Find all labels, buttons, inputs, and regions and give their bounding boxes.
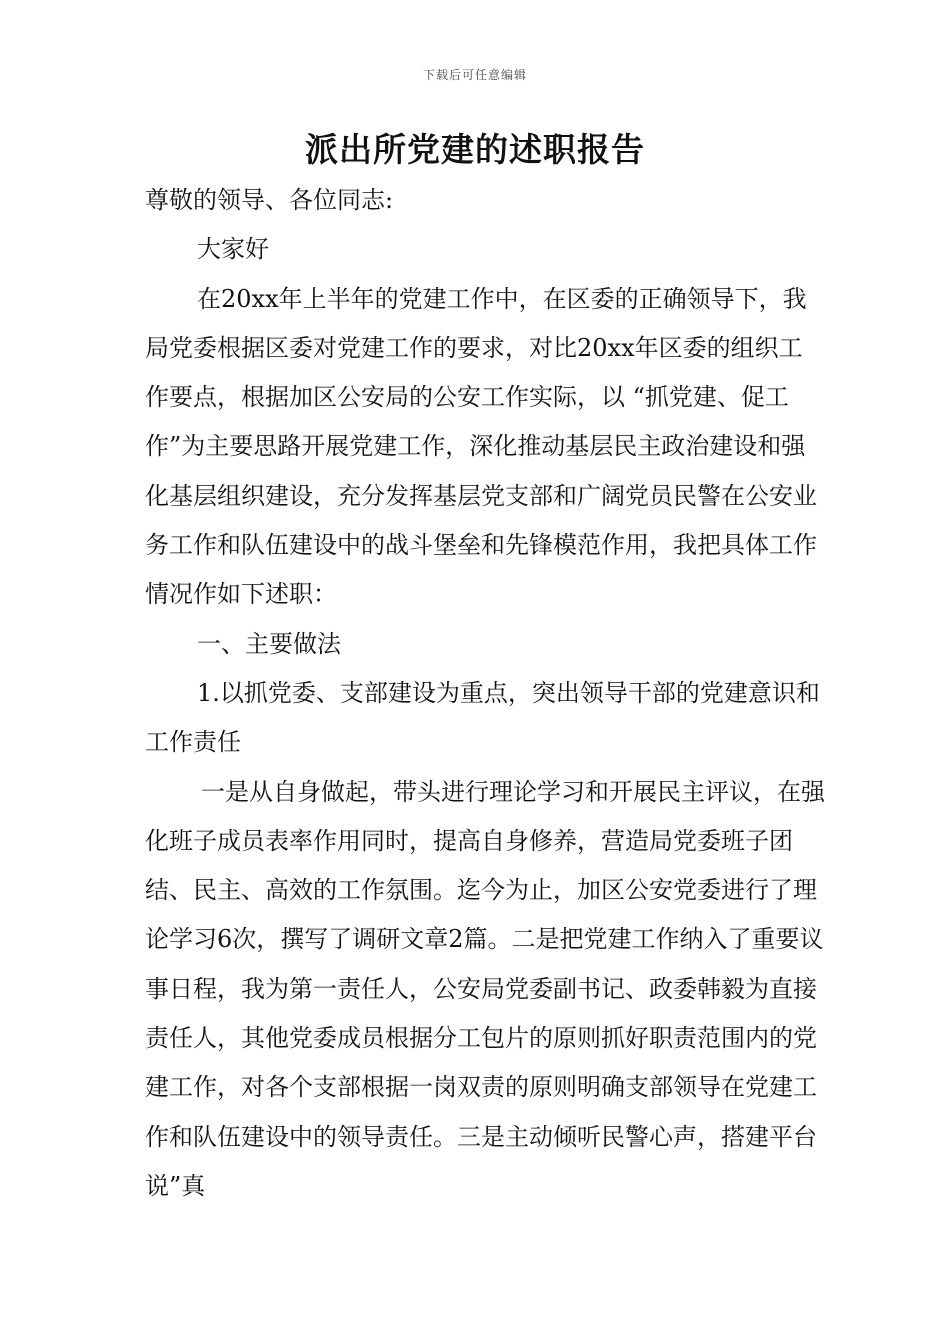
intro-paragraph: 在20xx年上半年的党建工作中，在区委的正确领导下，我局党委根据区委对党建工作的要求，对比20xx年区委的组织工作要点，根据加区公安局的公安工作实际，以 “抓党建、促工作”为主要思路开展党建工作，深化推动基层民主政治建设和强化基层组织建设，充分发挥基层党支部和广阔党员民警在公安业务工作和队伍建设中的战斗堡垒和先锋模范作用，我把具体工作情况作如下述职： — [145, 284, 817, 609]
salutation: 尊敬的领导、各位同志: — [145, 186, 394, 214]
subsection-heading: 1.以抓党委、支部建设为重点，突出领导干部的党建意识和工作责任 — [145, 678, 820, 757]
greeting: 大家好 — [197, 235, 269, 264]
header-note: 下载后可任意编辑 — [422, 68, 527, 82]
body-paragraph: 一是从自身做起，带头进行理论学习和开展民主评议，在强化班子成员表率作用同时，提高自身修养，营造局党委班子团结、民主、高效的工作氛围。迄今为止，加区公安党委进行了理论学习6次，撰写了调研文章2篇。二是把党建工作纳入了重要议事日程，我为第一责任人，公安局党委副书记、政委韩毅为直接责任人，其他党委成员根据分工包片的原则抓好职责范围内的党建工作，对各个支部根据一岗双责的原则明确支部领导在党建工作和队伍建设中的领导责任。三是主动倾听民警心声，搭建平台说”真 — [145, 777, 825, 1200]
document-body — [145, 176, 825, 1211]
section-heading: 一、主要做法 — [197, 629, 341, 658]
document-title: 派出所党建的述职报告 — [305, 130, 645, 169]
